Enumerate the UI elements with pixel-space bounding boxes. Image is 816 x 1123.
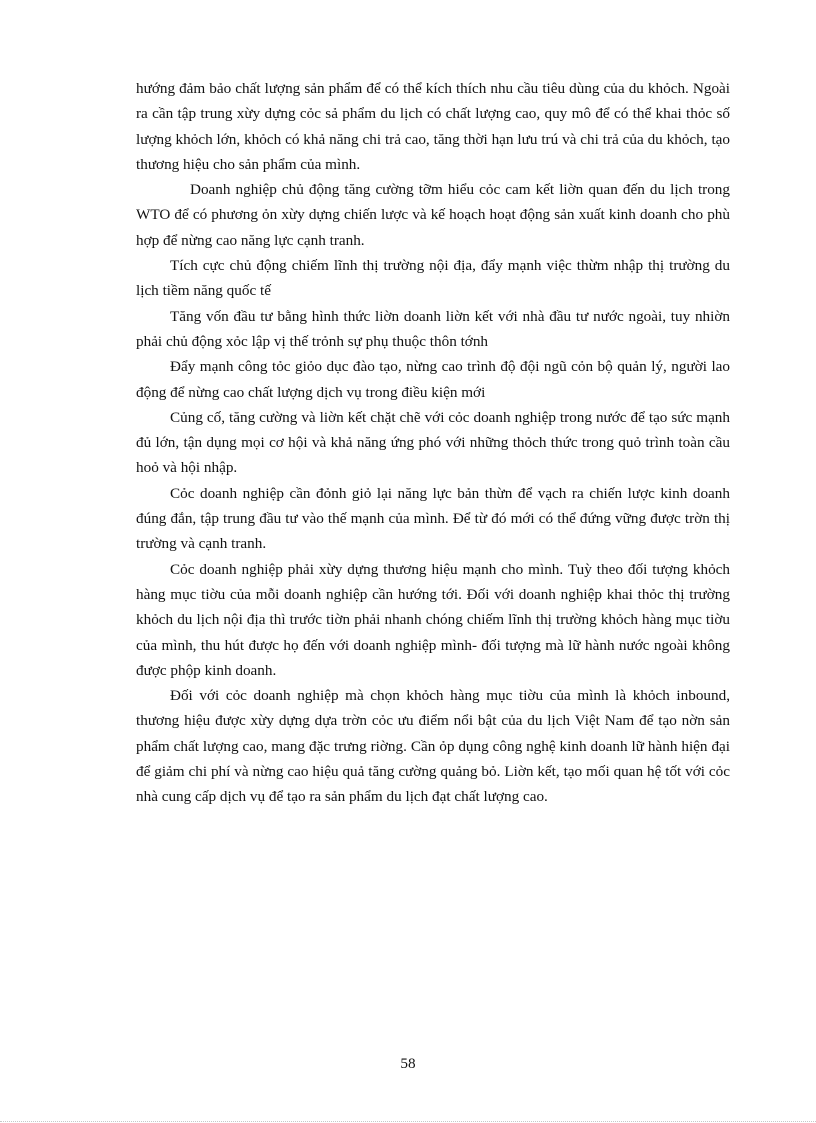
- paragraph-inbound-strategy: Đối với cỏc doanh nghiệp mà chọn khỏch hàng mục tiờu của mình là khỏch inbound, thương hiệu được xừy dựng dựa trờn cỏc ưu điểm nổi bật của du lịch Việt Nam để tạo nờn sản phẩm chất lượng cao, mang đặc trưng riờng. Cần ỏp dụng công nghệ kinh doanh lữ hành hiện đại để giảm chi phí và nừng cao hiệu quả tăng cường quảng bỏ. Liờn kết, tạo mối quan hệ tốt với cỏc nhà cung cấp dịch vụ để tạo ra sản phẩm du lịch đạt chất lượng cao.: [136, 687, 730, 806]
- paragraph-capability-assessment: Cỏc doanh nghiệp cần đỏnh giỏ lại năng lực bản thừn để vạch ra chiến lược kinh doanh đúng đắn, tập trung đầu tư vào thế mạnh của mình. Để từ đó mới có thể đứng vững được trờn thị trường và cạnh tranh.: [136, 484, 730, 553]
- paragraph-brand-building: Cỏc doanh nghiệp phải xừy dựng thương hiệu mạnh cho mình. Tuỳ theo đối tượng khỏch hàng mục tiờu của mỗi doanh nghiệp cần hướng tới. Đối với doanh nghiệp khai thỏc thị trường khỏch du lịch nội địa thì trước tiờn phải nhanh chóng chiếm lĩnh thị trường khỏch hàng mục tiờu của mình, thu hút được họ đến với doanh nghiệp mình- đối tượng mà lữ hành nước ngoài không được phộp kinh doanh.: [136, 560, 730, 679]
- page-bottom-divider: [0, 1121, 816, 1122]
- page-number: 58: [400, 1055, 416, 1072]
- paragraph-cooperation: Củng cố, tăng cường và liờn kết chặt chẽ với cỏc doanh nghiệp trong nước để tạo sức mạnh đủ lớn, tận dụng mọi cơ hội và khả năng ứng phó với những thỏch thức trong quỏ trình toàn cầu hoỏ và hội nhập.: [136, 408, 730, 477]
- paragraph-wto-commitments: Doanh nghiệp chủ động tăng cường tỡm hiểu cỏc cam kết liờn quan đến du lịch trong WTO để có phương ỏn xừy dựng chiến lược và kế hoạch hoạt động sản xuất kinh doanh cho phù hợp để nừng cao năng lực cạnh tranh.: [136, 181, 730, 249]
- paragraph-training: Đẩy mạnh công tỏc giỏo dục đào tạo, nừng cao trình độ đội ngũ cỏn bộ quản lý, người lao động để nừng cao chất lượng dịch vụ trong điều kiện mới: [136, 358, 730, 401]
- page-body: [136, 76, 730, 810]
- paragraph-domestic-market: Tích cực chủ động chiếm lĩnh thị trường nội địa, đẩy mạnh việc thừm nhập thị trường du lịch tiềm năng quốc tế: [136, 257, 730, 300]
- paragraph-quality-products: hướng đảm bảo chất lượng sản phẩm để có thể kích thích nhu cầu tiêu dùng của du khỏch. Ngoài ra cần tập trung xừy dựng cỏc sả phẩm du lịch có chất lượng cao, quy mô để có thể khai thỏc số lượng khỏch lớn, khỏch có khả năng chi trả cao, tăng thời hạn lưu trú và chi trả của du khỏch, tạo thương hiệu cho sản phẩm của mình.: [136, 80, 730, 173]
- paragraph-investment-capital: Tăng vốn đầu tư bằng hình thức liờn doanh liờn kết với nhà đầu tư nước ngoài, tuy nhiờn phải chủ động xỏc lập vị thế trỏnh sự phụ thuộc thôn tớnh: [136, 307, 730, 350]
